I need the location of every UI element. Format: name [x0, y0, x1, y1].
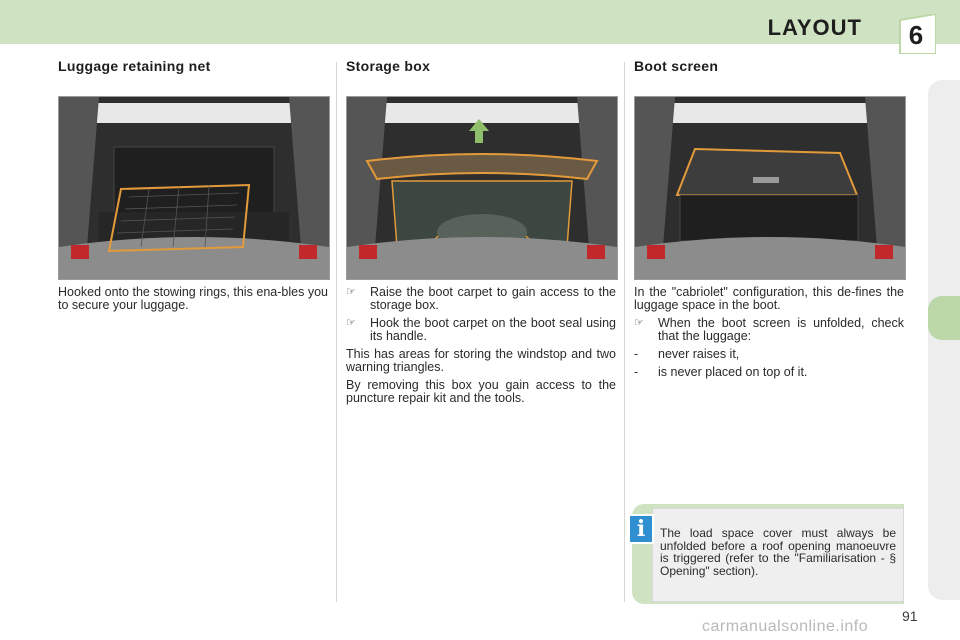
- section-heading: Storage box: [346, 58, 431, 74]
- paragraph: By removing this box you gain access to the puncture repair kit and the tools.: [346, 378, 616, 405]
- storage-box-photo: [346, 96, 618, 280]
- storage-box-text: [346, 286, 616, 410]
- paragraph: This has areas for storing the windstop and two warning triangles.: [346, 347, 616, 374]
- section-heading: Luggage retaining net: [58, 58, 211, 74]
- pointer-icon: ☞: [346, 286, 356, 298]
- boot-screen-text: [634, 286, 904, 384]
- info-text: The load space cover must always be unfolded before a roof opening manoeuvre is triggered (refer to the "Familiarisation - § Opening" section).: [660, 526, 896, 578]
- pointer-icon: ☞: [346, 317, 356, 329]
- chapter-number: 6: [908, 20, 924, 50]
- info-icon: i: [628, 514, 654, 544]
- chapter-side-marker: [928, 296, 960, 340]
- chapter-side-strip: [928, 80, 960, 600]
- list-item: - never raises it,: [634, 347, 740, 361]
- paragraph: Hooked onto the stowing rings, this ena-bles you to secure your luggage.: [58, 285, 328, 312]
- page-title: LAYOUT: [767, 15, 862, 40]
- page-number: 91: [902, 608, 918, 624]
- section-storage-box: [346, 58, 616, 405]
- luggage-net-photo: [58, 96, 330, 280]
- luggage-net-text: [58, 286, 328, 317]
- instruction-item: ☞ Hook the boot carpet on the boot seal using its handle.: [346, 316, 616, 343]
- column-divider: [336, 62, 337, 602]
- section-heading: Boot screen: [634, 58, 719, 74]
- instruction-item: ☞ When the boot screen is unfolded, check that the luggage:: [634, 316, 904, 343]
- section-boot-screen: [634, 58, 904, 379]
- list-item: - is never placed on top of it.: [634, 365, 808, 379]
- section-luggage-net: [58, 58, 328, 312]
- paragraph: In the "cabriolet" configuration, this de-fines the luggage space in the boot.: [634, 285, 904, 312]
- boot-screen-photo: [634, 96, 906, 280]
- watermark: carmanualsonline.info: [702, 618, 869, 635]
- pointer-icon: ☞: [634, 317, 644, 329]
- instruction-item: ☞ Raise the boot carpet to gain access to the storage box.: [346, 285, 616, 312]
- column-divider: [624, 62, 625, 602]
